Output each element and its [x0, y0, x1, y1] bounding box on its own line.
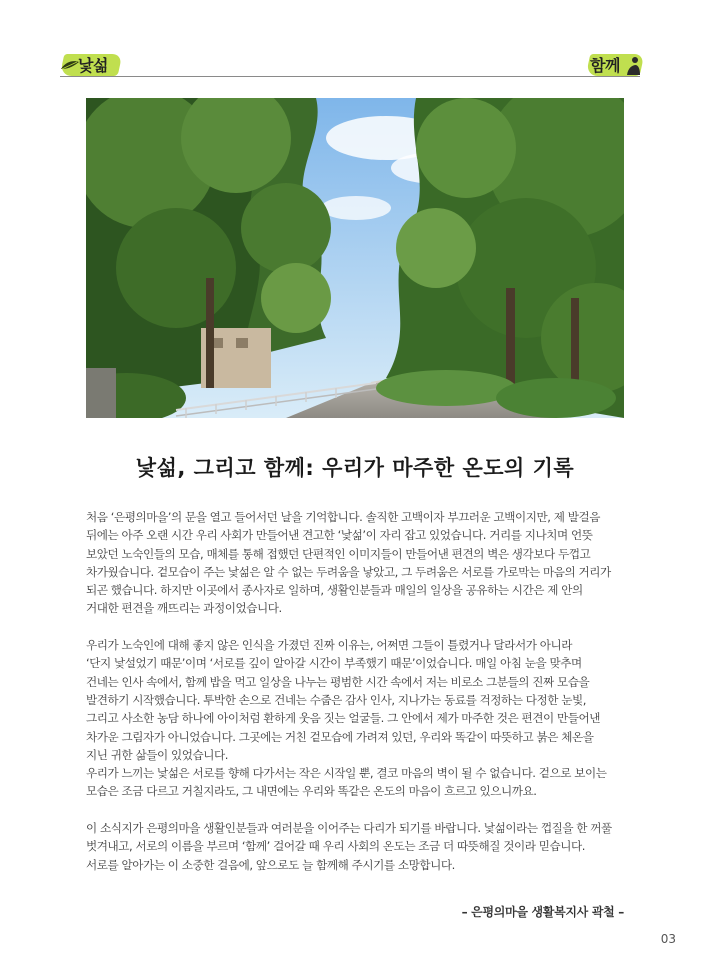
cover-photo	[86, 98, 624, 418]
text-line: 되곤 했습니다. 하지만 이곳에서 종사자로 일하며, 생활인분들과 매일의 일상을 공유하는 시간은 제 안의	[86, 583, 583, 598]
section-tag-right-label: 함께	[590, 55, 620, 75]
text-line: 이 소식지가 은평의마을 생활인분들과 여러분을 이어주는 다리가 되기를 바랍니다. 낯섦이라는 껍질을 한 꺼풀	[86, 821, 612, 836]
author-signature: – 은평의마을 생활복지사 곽철 –	[461, 905, 624, 919]
paragraph-spacer	[86, 618, 626, 636]
paragraph-spacer	[86, 801, 626, 819]
figure-icon	[624, 56, 642, 76]
header-divider	[60, 76, 640, 77]
text-line: 보았던 노숙인들의 모습, 매체를 통해 접했던 단편적인 이미지들이 만들어낸 편견의 벽은 생각보다 두껍고	[86, 546, 591, 561]
text-line: 지닌 귀한 삶들이 있었습니다.	[86, 747, 228, 762]
text-line: 차가운 그림자가 아니었습니다. 그곳에는 거친 겉모습에 가려져 있던, 우리와 똑같이 따뜻하고 붉은 체온을	[86, 729, 594, 744]
leaf-icon	[60, 59, 80, 71]
text-line: ‘단지 낯설었기 때문’이며 ‘서로를 깊이 알아갈 시간이 부족했기 때문’이었습니다. 매일 아침 눈을 맞추며	[86, 656, 582, 671]
section-tag-right	[590, 50, 644, 78]
text-line: 우리가 느끼는 낯섦은 서로를 향해 다가서는 작은 시작일 뿐, 결코 마음의 벽이 될 수 없습니다. 겉으로 보이는	[86, 766, 607, 781]
paragraph	[86, 508, 626, 618]
text-line: 벗겨내고, 서로의 이름을 부르며 ‘함께’ 걸어갈 때 우리 사회의 온도는 조금 더 따뜻해질 것이라 믿습니다.	[86, 839, 585, 854]
article-title: 낯섦, 그리고 함께: 우리가 마주한 온도의 기록	[135, 456, 575, 480]
text-line: 처음 ‘은평의마을’의 문을 열고 들어서던 날을 기억합니다. 솔직한 고백이자 부끄러운 고백이지만, 제 발걸음	[86, 510, 600, 524]
paragraph	[86, 636, 626, 801]
section-tag-left	[58, 50, 108, 78]
text-line: 차가웠습니다. 겉모습이 주는 낯섦은 알 수 없는 두려움을 낳았고, 그 두려움은 서로를 가로막는 마음의 거리가	[86, 564, 611, 579]
text-line: 우리가 노숙인에 대해 좋지 않은 인식을 가졌던 진짜 이유는, 어쩌면 그들이 틀렸거나 달라서가 아니라	[86, 638, 573, 653]
text-line: 모습은 조금 다르고 거칠지라도, 그 내면에는 우리와 똑같은 온도의 마음이 흐르고 있으니까요.	[86, 784, 537, 799]
section-tag-left-label: 낯섦	[78, 55, 108, 75]
text-line: 거대한 편견을 깨뜨리는 과정이었습니다.	[86, 601, 282, 616]
text-line: 발견하기 시작했습니다. 투박한 손으로 건네는 수줍은 감사 인사, 지나가는 동료를 걱정하는 다정한 눈빛,	[86, 692, 587, 707]
page-number: 03	[660, 932, 676, 946]
text-line: 건네는 인사 속에서, 함께 밥을 먹고 일상을 나누는 평범한 시간 속에서 저는 비로소 그분들의 진짜 모습을	[86, 674, 590, 689]
text-line: 서로를 알아가는 이 소중한 걸음에, 앞으로도 늘 함께해 주시기를 소망합니다.	[86, 857, 455, 872]
paragraph	[86, 819, 626, 874]
article-body	[86, 508, 626, 874]
text-line: 그리고 사소한 농담 하나에 아이처럼 환하게 웃음 짓는 얼굴들. 그 안에서 제가 마주한 것은 편견이 만들어낸	[86, 711, 600, 726]
tree-path-illustration	[86, 98, 624, 418]
text-line: 뒤에는 아주 오랜 시간 우리 사회가 만들어낸 견고한 ‘낯섦’이 자리 잡고 있었습니다. 거리를 지나치며 언뜻	[86, 528, 593, 543]
